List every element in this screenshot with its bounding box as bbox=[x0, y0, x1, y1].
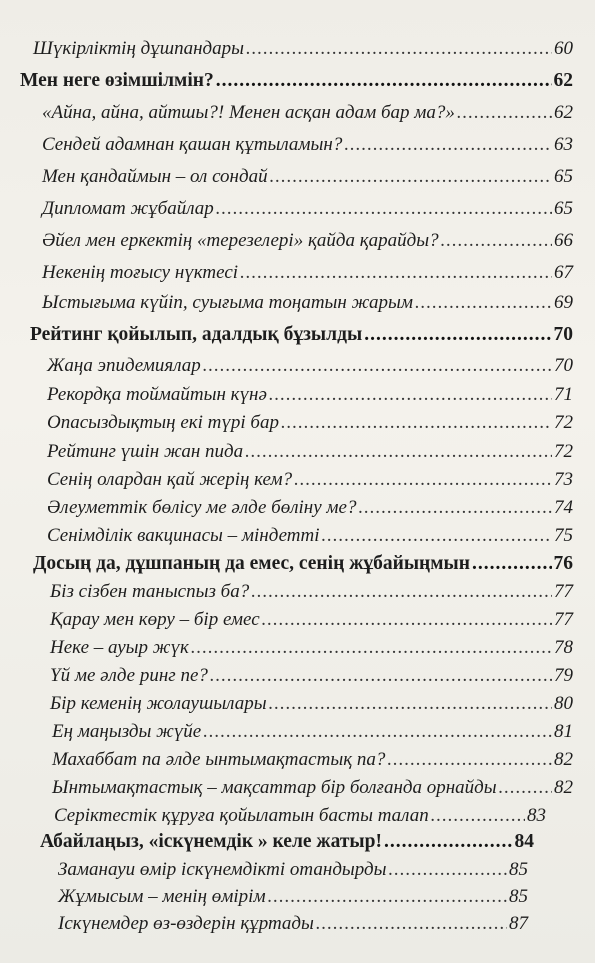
toc-entry-title: Іскүнемдер өз-өздерін құртады bbox=[58, 913, 314, 934]
toc-entry-page: 63 bbox=[554, 134, 573, 155]
leader-dots bbox=[364, 324, 551, 346]
toc-chapter-page: 70 bbox=[553, 324, 573, 345]
toc-entry-title: Біз сізбен таныспыз ба? bbox=[50, 581, 250, 602]
leader-dots bbox=[384, 831, 513, 853]
leader-dots bbox=[321, 525, 552, 547]
leader-dots bbox=[203, 355, 552, 377]
toc-entry-page: 77 bbox=[554, 581, 573, 602]
leader-dots bbox=[216, 198, 552, 220]
toc-entry bbox=[42, 102, 573, 124]
toc-entry-title: Неке – ауыр жүк bbox=[50, 637, 189, 658]
toc-entry bbox=[50, 581, 573, 603]
toc-entry-page: 83 bbox=[527, 805, 546, 826]
toc-entry-page: 75 bbox=[554, 525, 573, 546]
toc-entry bbox=[47, 384, 573, 406]
toc-entry-page: 80 bbox=[554, 693, 573, 714]
toc-entry-page: 70 bbox=[554, 355, 573, 376]
toc-entry bbox=[47, 441, 573, 463]
toc-entry-title: Әйел мен еркектің «терезелері» қайда қарайды? bbox=[42, 230, 439, 251]
toc-entry bbox=[52, 749, 573, 771]
toc-entry bbox=[58, 886, 528, 908]
toc-entry-title: Дипломат жұбайлар bbox=[42, 198, 214, 219]
toc-chapter bbox=[40, 831, 534, 853]
leader-dots bbox=[431, 805, 525, 827]
toc-entry-title: Шүкірліктің дұшпандары bbox=[33, 38, 244, 59]
leader-dots bbox=[389, 859, 507, 881]
toc-chapter-title: Рейтинг қойылып, адалдық бұзылды bbox=[30, 324, 363, 345]
toc-entry-title: Рекордқа тоймайтын күнә bbox=[47, 384, 267, 405]
leader-dots bbox=[191, 637, 552, 659]
toc-entry bbox=[50, 693, 573, 715]
leader-dots bbox=[269, 693, 552, 715]
toc-entry-title: Сенің олардан қай жерің кем? bbox=[47, 469, 293, 490]
toc-entry bbox=[47, 412, 573, 434]
leader-dots bbox=[246, 38, 552, 60]
leader-dots bbox=[499, 777, 552, 799]
toc-entry-page: 60 bbox=[554, 38, 573, 59]
toc-entry bbox=[42, 262, 573, 284]
toc-entry bbox=[42, 166, 573, 188]
toc-entry-page: 77 bbox=[554, 609, 573, 630]
leader-dots bbox=[210, 665, 552, 687]
toc-entry-page: 67 bbox=[554, 262, 573, 283]
toc-entry bbox=[58, 913, 528, 935]
toc-entry bbox=[47, 355, 573, 377]
leader-dots bbox=[245, 441, 552, 463]
toc-chapter bbox=[20, 70, 573, 92]
toc-entry-title: Заманауи өмір іскүнемдікті отандырды bbox=[58, 859, 387, 880]
toc-entry bbox=[52, 721, 573, 743]
toc-entry bbox=[50, 637, 573, 659]
toc-chapter bbox=[33, 553, 573, 575]
leader-dots bbox=[344, 134, 552, 156]
toc-entry-title: Мен қандаймын – ол сондай bbox=[42, 166, 268, 187]
toc-entry-page: 81 bbox=[554, 721, 573, 742]
toc-entry bbox=[50, 609, 573, 631]
leader-dots bbox=[281, 412, 552, 434]
leader-dots bbox=[270, 166, 552, 188]
leader-dots bbox=[240, 262, 552, 284]
toc-entry-page: 87 bbox=[509, 913, 528, 934]
toc-entry-page: 66 bbox=[554, 230, 573, 251]
toc-entry-title: Ынтымақтастық – мақсаттар бір болғанда орнайды bbox=[52, 777, 497, 798]
toc-entry-page: 74 bbox=[554, 497, 573, 518]
toc-entry-title: Некенің тоғысу нүктесі bbox=[42, 262, 239, 283]
leader-dots bbox=[203, 721, 552, 743]
toc-entry-page: 72 bbox=[554, 441, 573, 462]
toc-chapter-title: Досың да, дұшпаның да емес, сенің жұбайыңмын bbox=[33, 553, 471, 574]
leader-dots bbox=[251, 581, 552, 603]
toc-entry-title: «Айна, айна, айтшы?! Менен асқан адам бар ма?» bbox=[42, 102, 455, 123]
toc-entry-page: 82 bbox=[554, 749, 573, 770]
toc-entry-page: 72 bbox=[554, 412, 573, 433]
toc-chapter-page: 84 bbox=[514, 831, 534, 852]
leader-dots bbox=[294, 469, 552, 491]
toc-entry-page: 85 bbox=[509, 859, 528, 880]
toc-entry-page: 62 bbox=[554, 102, 573, 123]
toc-entry-title: Ең маңызды жүйе bbox=[52, 721, 202, 742]
toc-chapter-page: 62 bbox=[553, 70, 573, 91]
leader-dots bbox=[441, 230, 552, 252]
leader-dots bbox=[269, 384, 552, 406]
toc-entry-page: 78 bbox=[554, 637, 573, 658]
leader-dots bbox=[457, 102, 552, 124]
toc-entry-page: 65 bbox=[554, 198, 573, 219]
toc-entry bbox=[47, 525, 573, 547]
leader-dots bbox=[472, 553, 551, 575]
toc-entry bbox=[42, 134, 573, 156]
toc-entry-title: Жаңа эпидемиялар bbox=[47, 355, 201, 376]
toc-entry bbox=[42, 292, 573, 314]
toc-entry bbox=[58, 859, 528, 881]
toc-entry bbox=[52, 777, 573, 799]
toc-entry-page: 82 bbox=[554, 777, 573, 798]
toc-entry-title: Жұмысым – менің өмірім bbox=[58, 886, 266, 907]
toc-entry bbox=[33, 38, 573, 60]
toc-entry-page: 69 bbox=[554, 292, 573, 313]
leader-dots bbox=[387, 749, 552, 771]
leader-dots bbox=[262, 609, 552, 631]
leader-dots bbox=[316, 913, 507, 935]
toc-entry-title: Сендей адамнан қашан құтыламын? bbox=[42, 134, 343, 155]
toc-entry bbox=[47, 469, 573, 491]
toc-entry bbox=[50, 665, 573, 687]
toc-entry-title: Ыстығыма күйіп, суығыма тоңатын жарым bbox=[42, 292, 414, 313]
toc-entry bbox=[42, 198, 573, 220]
toc-entry-title: Үй ме әлде ринг пе? bbox=[50, 665, 208, 686]
toc-entry-page: 71 bbox=[554, 384, 573, 405]
toc-entry-title: Махаббат па әлде ынтымақтастық па? bbox=[52, 749, 386, 770]
toc-entry bbox=[54, 805, 546, 827]
toc-entry-page: 85 bbox=[509, 886, 528, 907]
toc-entry-title: Опасыздықтың екі түрі бар bbox=[47, 412, 279, 433]
toc-entry-page: 73 bbox=[554, 469, 573, 490]
toc-entry-title: Рейтинг үшін жан пида bbox=[47, 441, 244, 462]
toc-chapter-title: Мен неге өзімшілмін? bbox=[20, 70, 214, 91]
leader-dots bbox=[216, 70, 552, 92]
leader-dots bbox=[268, 886, 507, 908]
toc-chapter-title: Абайлаңыз, «іскүнемдік » келе жатыр! bbox=[40, 831, 382, 852]
toc-entry bbox=[42, 230, 573, 252]
toc-entry-title: Бір кеменің жолаушылары bbox=[50, 693, 267, 714]
toc-chapter bbox=[30, 324, 573, 346]
toc-chapter-page: 76 bbox=[553, 553, 573, 574]
toc-entry bbox=[47, 497, 573, 519]
toc-entry-title: Серіктестік құруға қойылатын басты талап bbox=[54, 805, 429, 826]
toc-entry-page: 65 bbox=[554, 166, 573, 187]
leader-dots bbox=[358, 497, 552, 519]
toc-entry-title: Сенімділік вакцинасы – міндетті bbox=[47, 525, 320, 546]
toc-entry-page: 79 bbox=[554, 665, 573, 686]
leader-dots bbox=[415, 292, 552, 314]
toc-entry-title: Әлеуметтік бөлісу ме әлде бөліну ме? bbox=[47, 497, 357, 518]
toc-entry-title: Қарау мен көру – бір емес bbox=[50, 609, 260, 630]
